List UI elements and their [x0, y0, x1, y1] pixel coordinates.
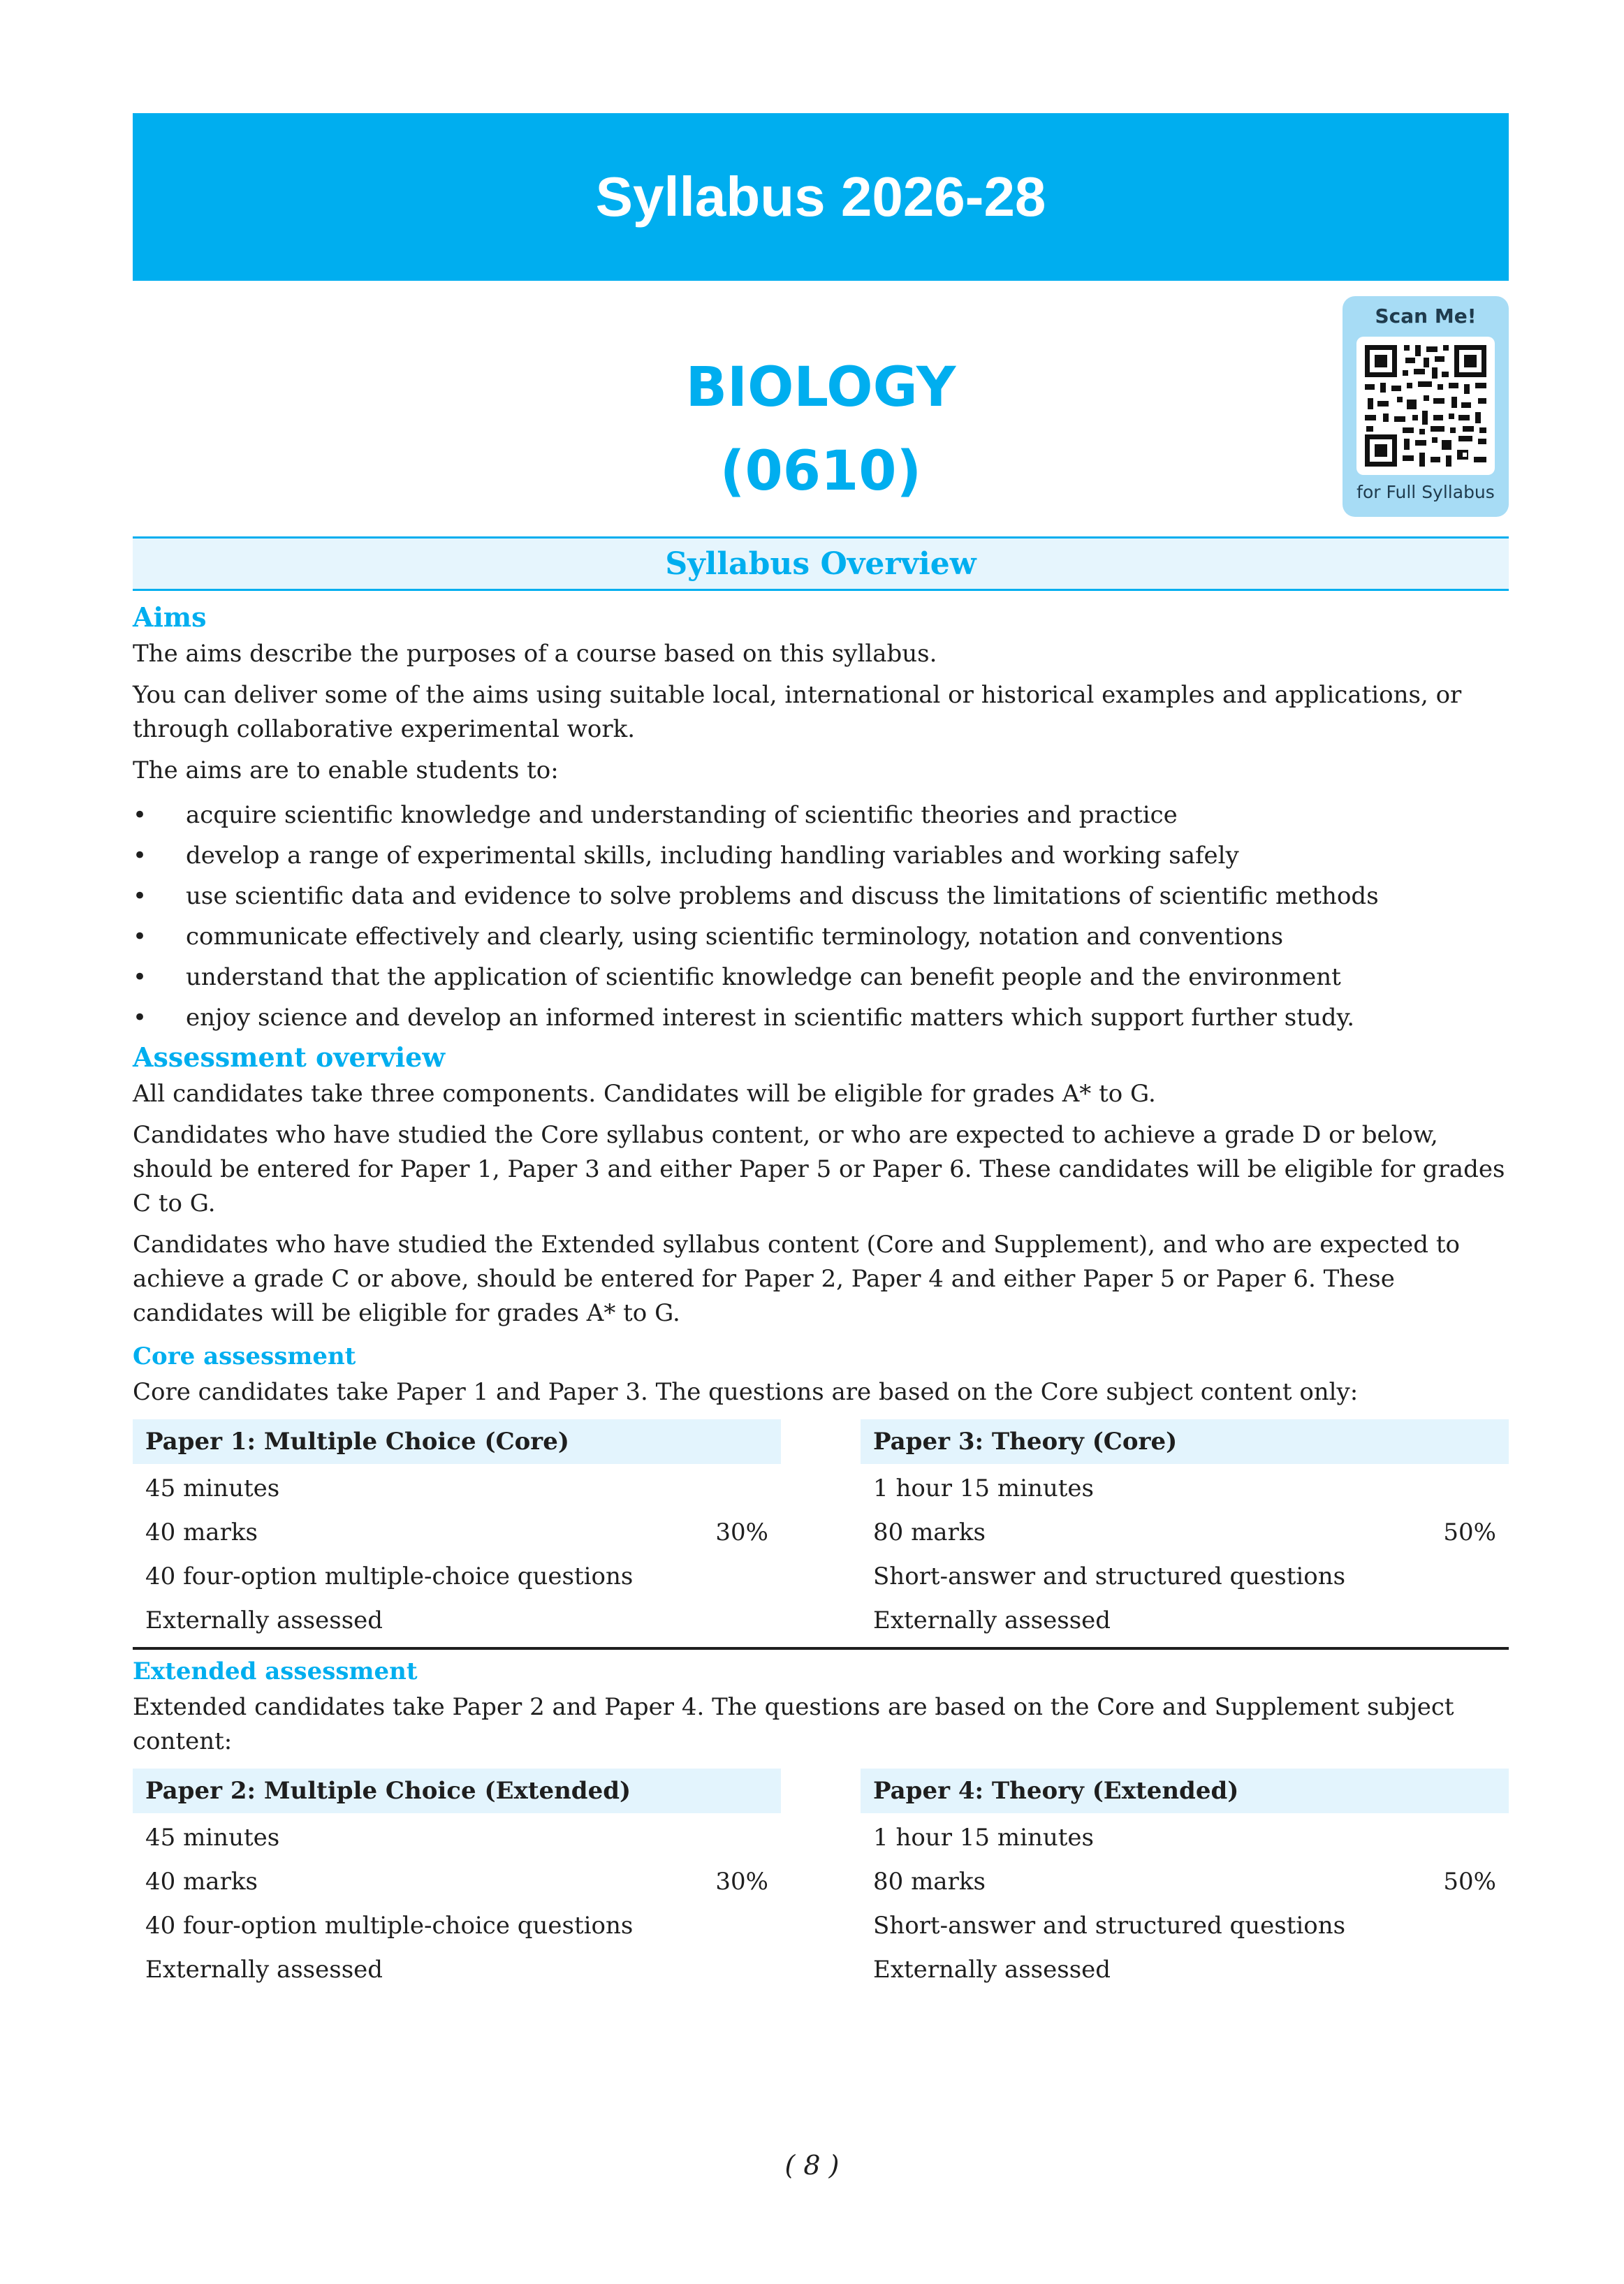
aims-list-item-text: enjoy science and develop an informed interest in scientific matters which support further study. — [186, 1004, 1355, 1032]
paper-title: Paper 1: Multiple Choice (Core) — [133, 1419, 781, 1464]
bullet-icon: • — [133, 882, 147, 910]
aims-list-item — [133, 997, 1509, 1038]
syllabus-overview-header — [133, 536, 1509, 591]
aims-list-item — [133, 916, 1509, 957]
paper-assessed-row — [861, 1599, 1509, 1643]
paper-duration: 1 hour 15 minutes — [873, 1824, 1094, 1852]
paper-duration: 45 minutes — [145, 1824, 280, 1852]
aims-list-item-text: acquire scientific knowledge and understanding of scientific theories and practice — [186, 801, 1178, 829]
banner-title: Syllabus 2026-28 — [595, 166, 1046, 228]
assessment-paragraph: Candidates who have studied the Extended syllabus content (Core and Supplement), and who are expected to achieve a grade C or above, should be entered for Paper 2, Paper 4 and either Paper 5 or Paper 6. These candidates will be eligible for grades A* to G. — [133, 1231, 1460, 1327]
section-divider — [133, 1647, 1509, 1650]
page-number: ( 8 ) — [784, 2150, 840, 2181]
paper-question-type: Short-answer and structured questions — [873, 1562, 1346, 1590]
paper-duration-row — [133, 1467, 781, 1511]
subject-code: (0610) — [719, 440, 922, 503]
paper-marks-row — [133, 1860, 781, 1904]
bullet-icon: • — [133, 1004, 147, 1032]
qr-code-icon[interactable] — [1356, 337, 1495, 475]
extended-papers — [133, 1769, 1509, 1992]
assessment-paragraph: All candidates take three components. Candidates will be eligible for grades A* to G. — [133, 1080, 1156, 1108]
paper-marks: 80 marks — [873, 1518, 986, 1546]
aims-list-item-text: communicate effectively and clearly, using scientific terminology, notation and conventions — [186, 923, 1284, 951]
aims-paragraph: The aims describe the purposes of a course based on this syllabus. — [133, 640, 937, 668]
paper-assessed-row — [861, 1948, 1509, 1992]
bullet-icon: • — [133, 963, 147, 991]
aims-list-item-text: develop a range of experimental skills, including handling variables and working safely — [186, 842, 1239, 870]
main-content — [133, 598, 1509, 1992]
paper-question-type: 40 four-option multiple-choice questions — [145, 1912, 634, 1940]
paper-assessment-mode: Externally assessed — [145, 1606, 383, 1634]
bullet-icon: • — [133, 842, 147, 870]
paper-type-row — [133, 1555, 781, 1599]
paper-weight: 50% — [1443, 1868, 1496, 1896]
qr-card[interactable] — [1343, 296, 1509, 517]
paper-marks-row — [861, 1511, 1509, 1555]
paper-duration-row — [861, 1816, 1509, 1860]
aims-heading: Aims — [133, 601, 207, 633]
aims-list-item-text: understand that the application of scientific knowledge can benefit people and the environment — [186, 963, 1341, 991]
aims-list — [133, 795, 1509, 1038]
paper-marks: 40 marks — [145, 1518, 258, 1546]
paper-assessment-mode: Externally assessed — [873, 1606, 1111, 1634]
paper-question-type: 40 four-option multiple-choice questions — [145, 1562, 634, 1590]
paper-type-row — [861, 1904, 1509, 1948]
core-assessment-heading: Core assessment — [133, 1342, 356, 1370]
paper-card-paper-1 — [133, 1419, 781, 1643]
paper-card-paper-2 — [133, 1769, 781, 1992]
paper-type-row — [133, 1904, 781, 1948]
paper-duration: 1 hour 15 minutes — [873, 1474, 1094, 1502]
paper-card-paper-3 — [861, 1419, 1509, 1643]
aims-list-item — [133, 876, 1509, 916]
paper-weight: 30% — [715, 1518, 768, 1546]
extended-assessment-intro: Extended candidates take Paper 2 and Paper 4. The questions are based on the Core and Supplement subject content: — [133, 1693, 1454, 1755]
core-papers — [133, 1419, 1509, 1643]
paper-question-type: Short-answer and structured questions — [873, 1912, 1346, 1940]
paper-duration: 45 minutes — [145, 1474, 280, 1502]
qr-scan-label: Scan Me! — [1375, 305, 1477, 328]
paper-title: Paper 4: Theory (Extended) — [861, 1769, 1509, 1813]
aims-list-item-text: use scientific data and evidence to solve problems and discuss the limitations of scientific methods — [186, 882, 1379, 910]
aims-list-item — [133, 957, 1509, 997]
core-assessment-intro: Core candidates take Paper 1 and Paper 3. The questions are based on the Core subject content only: — [133, 1378, 1359, 1406]
paper-marks-row — [133, 1511, 781, 1555]
paper-assessment-mode: Externally assessed — [145, 1956, 383, 1984]
overview-title: Syllabus Overview — [665, 546, 976, 582]
paper-assessed-row — [133, 1599, 781, 1643]
assessment-paragraph: Candidates who have studied the Core syllabus content, or who are expected to achieve a grade D or below, should be entered for Paper 1, Paper 3 and either Paper 5 or Paper 6. These candidates will be eligible for grades C to G. — [133, 1121, 1505, 1217]
paper-duration-row — [861, 1467, 1509, 1511]
paper-weight: 30% — [715, 1868, 768, 1896]
aims-paragraph: You can deliver some of the aims using suitable local, international or historical examples and applications, or through collaborative experimental work. — [133, 681, 1462, 743]
aims-paragraph: The aims are to enable students to: — [133, 756, 559, 784]
syllabus-banner — [133, 113, 1509, 281]
assessment-heading: Assessment overview — [133, 1041, 446, 1073]
paper-title: Paper 3: Theory (Core) — [861, 1419, 1509, 1464]
paper-marks: 40 marks — [145, 1868, 258, 1896]
paper-duration-row — [133, 1816, 781, 1860]
bullet-icon: • — [133, 923, 147, 951]
paper-marks-row — [861, 1860, 1509, 1904]
bullet-icon: • — [133, 801, 147, 829]
qr-code-graphic — [1356, 337, 1495, 475]
paper-weight: 50% — [1443, 1518, 1496, 1546]
paper-assessment-mode: Externally assessed — [873, 1956, 1111, 1984]
paper-title: Paper 2: Multiple Choice (Extended) — [133, 1769, 781, 1813]
paper-card-paper-4 — [861, 1769, 1509, 1992]
paper-assessed-row — [133, 1948, 781, 1992]
qr-caption: for Full Syllabus — [1356, 482, 1495, 502]
subject-title: BIOLOGY — [685, 356, 956, 419]
aims-list-item — [133, 795, 1509, 835]
aims-list-item — [133, 835, 1509, 876]
extended-assessment-heading: Extended assessment — [133, 1657, 418, 1685]
paper-marks: 80 marks — [873, 1868, 986, 1896]
paper-type-row — [861, 1555, 1509, 1599]
